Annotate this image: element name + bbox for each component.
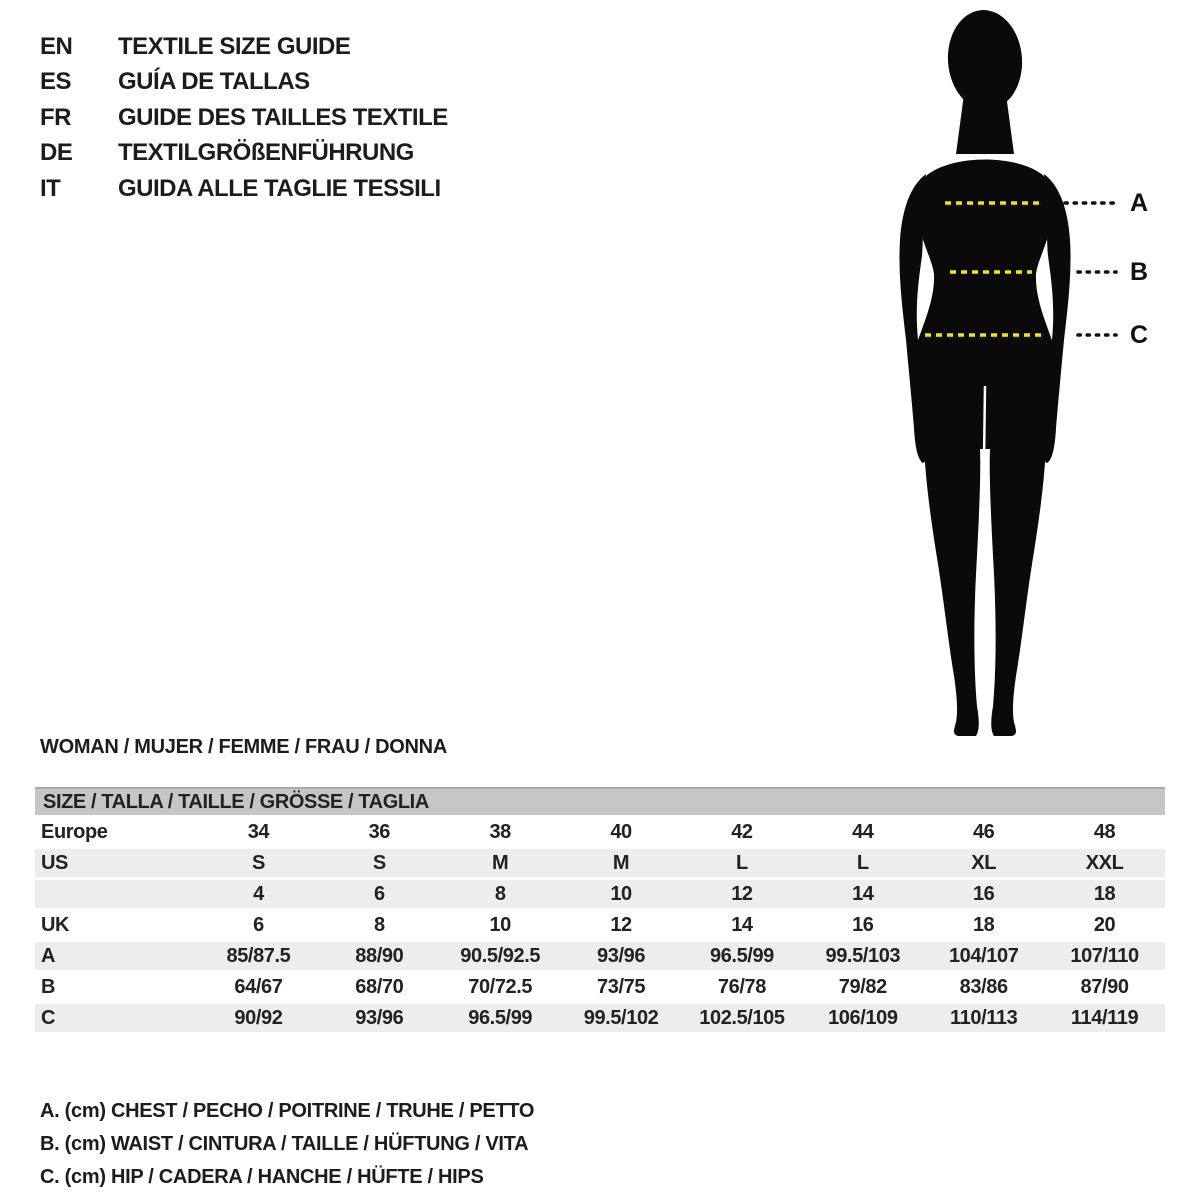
size-cell: 102.5/105 [682, 1003, 803, 1034]
size-cell: 8 [440, 879, 561, 910]
size-cell: 8 [319, 910, 440, 941]
size-cell: 110/113 [923, 1003, 1044, 1034]
row-label: UK [35, 910, 198, 941]
legend-line: A. (cm) CHEST / PECHO / POITRINE / TRUHE / PETTO [40, 1100, 535, 1122]
size-cell: 93/96 [319, 1003, 440, 1034]
size-cell: L [682, 848, 803, 879]
size-cell: 93/96 [561, 941, 682, 972]
size-cell: M [440, 848, 561, 879]
legend-line: B. (cm) WAIST / CINTURA / TAILLE / HÜFTUNG / VITA [40, 1133, 529, 1155]
legend-line: C. (cm) HIP / CADERA / HANCHE / HÜFTE / HIPS [40, 1166, 484, 1188]
size-cell: 107/110 [1044, 941, 1165, 972]
language-code: ES [40, 68, 72, 96]
table-row [35, 817, 1165, 848]
size-table [35, 787, 1165, 1035]
row-label: C [35, 1003, 198, 1034]
size-cell: 16 [923, 879, 1044, 910]
row-label: US [35, 848, 198, 879]
language-code: IT [40, 174, 61, 202]
size-cell: 14 [802, 879, 923, 910]
language-title: GUIDE DES TAILLES TEXTILE [118, 103, 448, 131]
size-cell: S [319, 848, 440, 879]
size-cell: S [198, 848, 319, 879]
size-cell: 40 [561, 817, 682, 848]
size-cell: 70/72.5 [440, 972, 561, 1003]
size-cell: 99.5/103 [802, 941, 923, 972]
language-title: TEXTILGRÖßENFÜHRUNG [118, 139, 414, 167]
size-cell: 36 [319, 817, 440, 848]
table-row [35, 1003, 1165, 1034]
size-cell: L [802, 848, 923, 879]
size-cell: 99.5/102 [561, 1003, 682, 1034]
section-title: WOMAN / MUJER / FEMME / FRAU / DONNA [40, 736, 447, 758]
size-table-header-row [35, 788, 1165, 817]
language-code: DE [40, 139, 73, 167]
size-cell: 18 [923, 910, 1044, 941]
size-cell: 79/82 [802, 972, 923, 1003]
language-title: GUÍA DE TALLAS [118, 68, 310, 96]
size-cell: 96.5/99 [682, 941, 803, 972]
size-cell: 85/87.5 [198, 941, 319, 972]
size-table-body [35, 788, 1165, 1034]
size-cell: 6 [319, 879, 440, 910]
row-label [35, 879, 198, 910]
language-title: TEXTILE SIZE GUIDE [118, 32, 351, 60]
size-cell: 16 [802, 910, 923, 941]
measurement-marker-c: C [1130, 321, 1149, 349]
language-code: FR [40, 103, 71, 131]
language-code: EN [40, 32, 73, 60]
size-cell: 90/92 [198, 1003, 319, 1034]
language-title: GUIDA ALLE TAGLIE TESSILI [118, 174, 441, 202]
size-cell: 10 [561, 879, 682, 910]
size-cell: 64/67 [198, 972, 319, 1003]
size-cell: XXL [1044, 848, 1165, 879]
language-row [40, 100, 448, 136]
woman-silhouette-icon [858, 2, 1178, 738]
table-row [35, 848, 1165, 879]
language-row [40, 171, 448, 207]
size-cell: 114/119 [1044, 1003, 1165, 1034]
row-label: Europe [35, 817, 198, 848]
size-cell: 42 [682, 817, 803, 848]
table-row [35, 972, 1165, 1003]
size-cell: 73/75 [561, 972, 682, 1003]
size-cell: 104/107 [923, 941, 1044, 972]
size-cell: 83/86 [923, 972, 1044, 1003]
size-cell: 76/78 [682, 972, 803, 1003]
size-cell: 68/70 [319, 972, 440, 1003]
size-cell: 90.5/92.5 [440, 941, 561, 972]
size-cell: 34 [198, 817, 319, 848]
table-row [35, 941, 1165, 972]
size-cell: 48 [1044, 817, 1165, 848]
size-cell: 12 [682, 879, 803, 910]
size-cell: 18 [1044, 879, 1165, 910]
language-row [40, 136, 448, 172]
size-table-header: SIZE / TALLA / TAILLE / GRÖSSE / TAGLIA [35, 788, 1165, 817]
language-row [40, 29, 448, 65]
size-cell: 46 [923, 817, 1044, 848]
table-row [35, 879, 1165, 910]
row-label: A [35, 941, 198, 972]
measurement-legend [40, 1095, 534, 1194]
measurement-marker-b: B [1130, 258, 1149, 286]
size-cell: 44 [802, 817, 923, 848]
size-cell: 96.5/99 [440, 1003, 561, 1034]
woman-silhouette-figure [858, 2, 1178, 738]
size-cell: 4 [198, 879, 319, 910]
size-cell: 106/109 [802, 1003, 923, 1034]
size-cell: 88/90 [319, 941, 440, 972]
size-cell: 87/90 [1044, 972, 1165, 1003]
size-cell: 38 [440, 817, 561, 848]
row-label: B [35, 972, 198, 1003]
table-row [35, 910, 1165, 941]
size-cell: 6 [198, 910, 319, 941]
size-cell: M [561, 848, 682, 879]
language-list [40, 29, 448, 207]
measurement-marker-a: A [1130, 189, 1149, 217]
size-cell: 10 [440, 910, 561, 941]
size-cell: 14 [682, 910, 803, 941]
size-cell: 20 [1044, 910, 1165, 941]
language-row [40, 65, 448, 101]
size-cell: XL [923, 848, 1044, 879]
size-cell: 12 [561, 910, 682, 941]
